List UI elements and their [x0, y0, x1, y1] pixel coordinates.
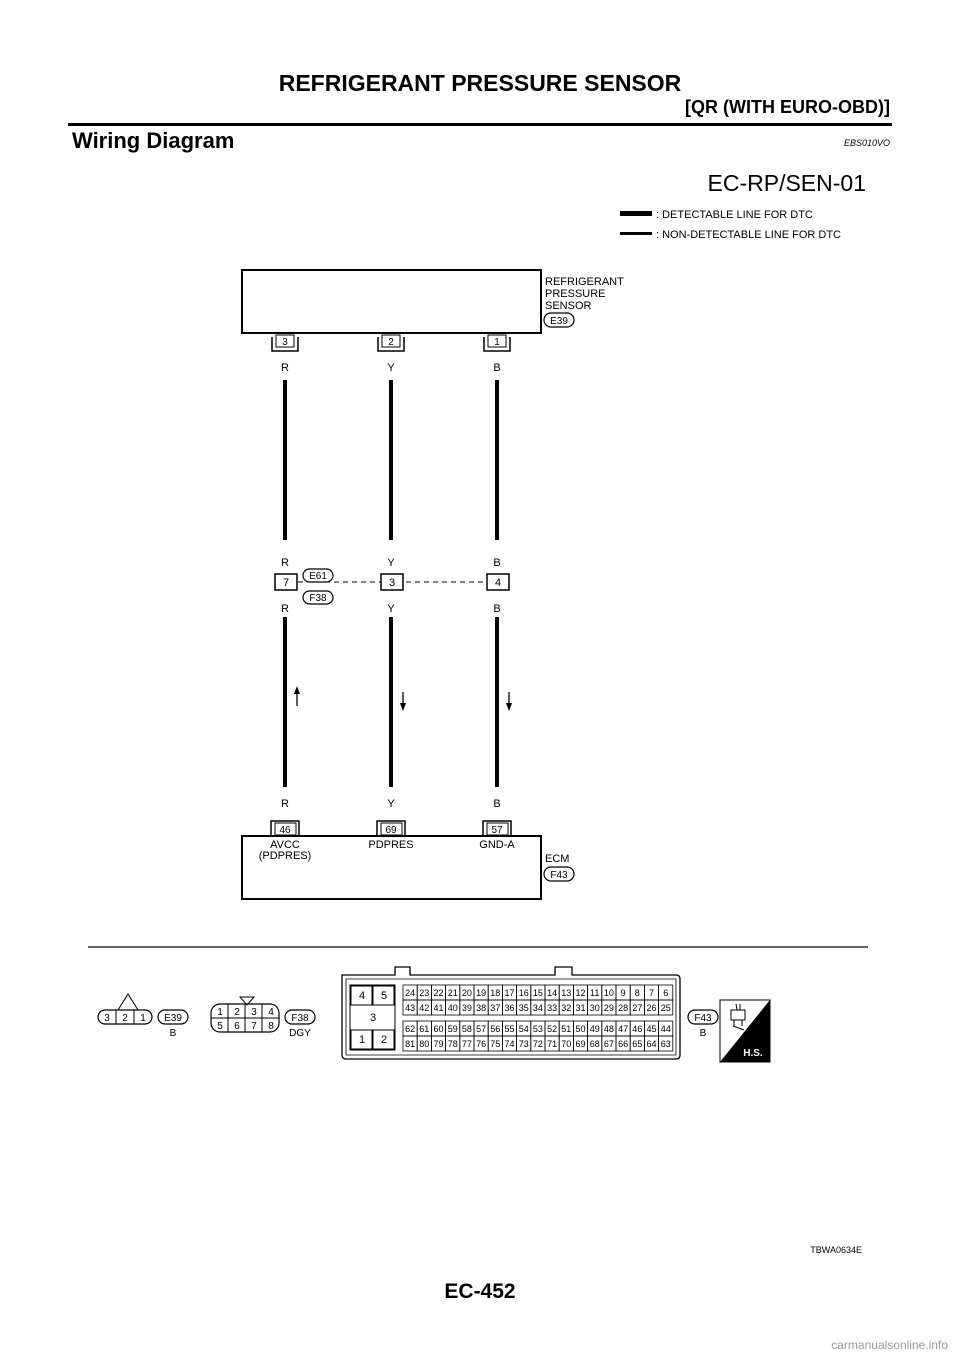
- f43-face-pin: 41: [433, 1003, 444, 1013]
- f43-face-pin: 12: [575, 988, 586, 998]
- legend: [620, 209, 841, 241]
- f43-face-pin: 69: [575, 1039, 586, 1049]
- section-code: EBS010VO: [843, 138, 890, 148]
- arrow-up-icon: [294, 686, 300, 694]
- f43-face-pin: 54: [518, 1024, 529, 1034]
- ecm-pins: [271, 821, 511, 836]
- f43-face-pin-5: 5: [380, 990, 388, 1002]
- ecm: [242, 836, 574, 899]
- diagram-code: EC-RP/SEN-01: [707, 170, 866, 196]
- f43-face-pin: 31: [575, 1003, 586, 1013]
- sensor-pin-3: 3: [282, 337, 288, 348]
- signal-arrows: [294, 686, 512, 711]
- f43-face-pin: 78: [447, 1039, 458, 1049]
- f43-face-pin: 58: [461, 1024, 472, 1034]
- f43-face-pin: 16: [518, 988, 529, 998]
- legend-non-detectable-swatch: [620, 232, 652, 235]
- f43-face-pin: 19: [476, 988, 487, 998]
- f43-face-pin: 62: [405, 1024, 416, 1034]
- sensor-pin-2: 2: [388, 337, 394, 348]
- f43-face-pin: 11: [590, 988, 600, 998]
- sensor-box: [242, 270, 541, 333]
- connector-view-f38: [211, 997, 315, 1039]
- f43-face-pin: 70: [561, 1039, 572, 1049]
- f43-face-pin: 56: [490, 1024, 501, 1034]
- ecm-connector-id: F43: [550, 870, 568, 881]
- f43-face-pin: 44: [660, 1024, 671, 1034]
- arrow-down-icon: [506, 703, 512, 711]
- f43-face-color: B: [699, 1028, 707, 1039]
- watermark: carmanualsonline.info: [831, 1338, 948, 1352]
- f43-face-pin: 17: [504, 988, 515, 998]
- f43-face-pin: 42: [419, 1003, 430, 1013]
- f38-face-pin-6: 6: [234, 1021, 240, 1032]
- f43-face-pin: 13: [561, 988, 572, 998]
- wire-color-y-joint-above: Y: [387, 557, 395, 569]
- wire-color-b-bottom: B: [493, 798, 501, 810]
- f43-face-pin: 34: [532, 1003, 543, 1013]
- e39-face-pin-1: 1: [140, 1013, 146, 1024]
- ecm-terminal-pdpres: PDPRES: [368, 839, 414, 851]
- legend-detectable-label: : DETECTABLE LINE FOR DTC: [656, 209, 813, 221]
- sensor-name-line1: REFRIGERANT: [545, 276, 624, 288]
- f43-face-pin: 80: [419, 1039, 430, 1049]
- f43-face-pin: 65: [632, 1039, 643, 1049]
- legend-detectable-swatch: [620, 211, 652, 216]
- f43-face-pin: 27: [632, 1003, 643, 1013]
- f38-face-pin-3: 3: [251, 1007, 257, 1018]
- f38-face-id: F38: [291, 1013, 309, 1024]
- wire-color-y-bottom: Y: [387, 798, 395, 810]
- f43-face-pin: 20: [461, 988, 472, 998]
- f43-face-pin: 68: [589, 1039, 600, 1049]
- ecm-terminal-avcc: AVCC: [270, 839, 300, 851]
- ecm-terminal-avcc-sub: (PDPRES): [258, 850, 312, 862]
- f43-face-pin: 75: [490, 1039, 501, 1049]
- section-title: Wiring Diagram: [72, 128, 235, 153]
- ecm-name: ECM: [545, 853, 570, 865]
- f43-face-pin: 71: [547, 1039, 558, 1049]
- f43-face-pin: 38: [476, 1003, 487, 1013]
- f43-face-pin: 7: [648, 988, 655, 998]
- connector-plug-icon: [731, 1004, 745, 1030]
- f43-face-pin: 72: [532, 1039, 543, 1049]
- legend-non-detectable-label: : NON-DETECTABLE LINE FOR DTC: [656, 229, 841, 241]
- f43-face-pin: 33: [547, 1003, 558, 1013]
- f43-face-pin: 63: [660, 1039, 671, 1049]
- f43-face-pin: 55: [504, 1024, 515, 1034]
- f43-face-pin: 18: [490, 988, 501, 998]
- f43-face-pin: 15: [532, 988, 543, 998]
- f38-face-pin-8: 8: [268, 1021, 274, 1032]
- wire-color-r-bottom: R: [281, 798, 289, 810]
- f43-face-pin: 9: [620, 988, 626, 998]
- f43-face-pin: 32: [561, 1003, 572, 1013]
- f43-face-pin: 24: [405, 988, 416, 998]
- joint-connector-f38: F38: [309, 593, 327, 604]
- e39-face-pin-3: 3: [104, 1013, 110, 1024]
- ecm-terminal-gnd-a: GND-A: [479, 839, 515, 851]
- f43-face-pin: 21: [447, 988, 458, 998]
- f43-face-pin: 10: [603, 988, 614, 998]
- connector-view-e39: [98, 994, 188, 1039]
- e39-face-pin-2: 2: [122, 1013, 128, 1024]
- e39-face-color: B: [169, 1028, 177, 1039]
- f43-pin-grid: [403, 985, 673, 1051]
- f43-face-pin: 77: [461, 1039, 472, 1049]
- hs-harness-symbol: [720, 1000, 770, 1062]
- f43-face-pin: 64: [646, 1039, 657, 1049]
- f38-face-pin-5: 5: [217, 1021, 223, 1032]
- wire-color-b-top: B: [493, 362, 501, 374]
- refrigerant-pressure-sensor: [242, 270, 624, 333]
- f43-face-pin: 28: [618, 1003, 629, 1013]
- f43-face-pin: 39: [461, 1003, 472, 1013]
- wire-color-b-joint-above: B: [493, 557, 501, 569]
- f43-face-pin: 74: [504, 1039, 515, 1049]
- f38-face-pin-1: 1: [217, 1007, 223, 1018]
- sensor-name-line2: PRESSURE: [545, 288, 606, 300]
- f43-face-pin: 22: [433, 988, 444, 998]
- f43-face-pin: 14: [547, 988, 558, 998]
- joint-pin-7: 7: [282, 577, 290, 589]
- f43-face-pin: 8: [634, 988, 640, 998]
- joint-connector: [275, 569, 509, 604]
- f43-face-pin: 40: [447, 1003, 458, 1013]
- f38-face-pin-4: 4: [268, 1007, 274, 1018]
- joint-pin-3: 3: [388, 577, 396, 589]
- wire-color-b-joint-below: B: [493, 603, 501, 615]
- f43-face-pin: 59: [447, 1024, 458, 1034]
- wire-color-r-top: R: [281, 362, 289, 374]
- wire-color-r-joint-below: R: [281, 603, 289, 615]
- page-number: EC-452: [444, 1280, 516, 1303]
- joint-pin-4: 4: [494, 577, 502, 589]
- f43-face-pin: 43: [405, 1003, 416, 1013]
- figure-id: TBWA0634E: [810, 1245, 862, 1255]
- wire-color-r-joint-above: R: [281, 557, 289, 569]
- f43-face-pin: 29: [603, 1003, 614, 1013]
- f43-face-pin: 61: [419, 1024, 430, 1034]
- f43-face-pin: 47: [618, 1024, 629, 1034]
- f43-face-pin: 48: [603, 1024, 614, 1034]
- f43-face-id: F43: [694, 1013, 712, 1024]
- f43-face-pin-3: 3: [369, 1012, 377, 1024]
- f43-face-pin: 81: [405, 1039, 416, 1049]
- e39-face-id: E39: [164, 1013, 182, 1024]
- f43-face-pin: 35: [518, 1003, 529, 1013]
- ecm-pin-46: 46: [279, 825, 291, 836]
- f43-face-pin: 25: [660, 1003, 671, 1013]
- f43-face-pin: 50: [575, 1024, 586, 1034]
- sensor-pin-1: 1: [494, 337, 500, 348]
- page-subtitle: [QR (WITH EURO-OBD)]: [685, 97, 890, 117]
- arrow-down-icon: [400, 703, 406, 711]
- sensor-connector-id: E39: [550, 316, 568, 327]
- page-title: REFRIGERANT PRESSURE SENSOR: [278, 70, 682, 96]
- wire-color-y-top: Y: [387, 362, 395, 374]
- f43-face-pin: 45: [646, 1024, 657, 1034]
- ecm-pin-57: 57: [491, 825, 503, 836]
- f43-face-pin: 23: [419, 988, 430, 998]
- f43-face-pin: 51: [561, 1024, 572, 1034]
- f43-face-pin-4: 4: [358, 990, 366, 1002]
- f43-face-pin: 67: [603, 1039, 614, 1049]
- f43-face-pin: 73: [518, 1039, 529, 1049]
- f43-face-pin: 37: [490, 1003, 501, 1013]
- wire-color-y-joint-below: Y: [387, 603, 395, 615]
- joint-connector-e61: E61: [309, 571, 327, 582]
- f43-face-pin: 66: [618, 1039, 629, 1049]
- sensor-pins: [272, 335, 510, 351]
- f43-face-pin: 36: [504, 1003, 515, 1013]
- f43-face-pin: 49: [589, 1024, 600, 1034]
- ecm-pin-69: 69: [385, 825, 397, 836]
- f43-face-pin: 30: [589, 1003, 600, 1013]
- f38-face-color: DGY: [289, 1028, 311, 1039]
- f43-face-pin: 79: [433, 1039, 444, 1049]
- f43-face-pin: 26: [646, 1003, 657, 1013]
- f43-face-pin: 6: [663, 988, 669, 998]
- f43-face-pin: 52: [547, 1024, 558, 1034]
- f38-face-pin-7: 7: [251, 1021, 257, 1032]
- f43-face-pin: 46: [632, 1024, 643, 1034]
- f43-face-pin-2: 2: [380, 1034, 388, 1046]
- f43-face-pin: 53: [532, 1024, 543, 1034]
- f43-face-pin-1: 1: [358, 1034, 366, 1046]
- hs-label: H.S.: [743, 1048, 763, 1059]
- f43-face-pin: 57: [476, 1024, 487, 1034]
- f43-face-pin: 60: [433, 1024, 444, 1034]
- f43-face-pin: 76: [476, 1039, 487, 1049]
- connector-view-f43: [342, 967, 718, 1059]
- f38-face-pin-2: 2: [234, 1007, 240, 1018]
- sensor-name-line3: SENSOR: [545, 300, 592, 312]
